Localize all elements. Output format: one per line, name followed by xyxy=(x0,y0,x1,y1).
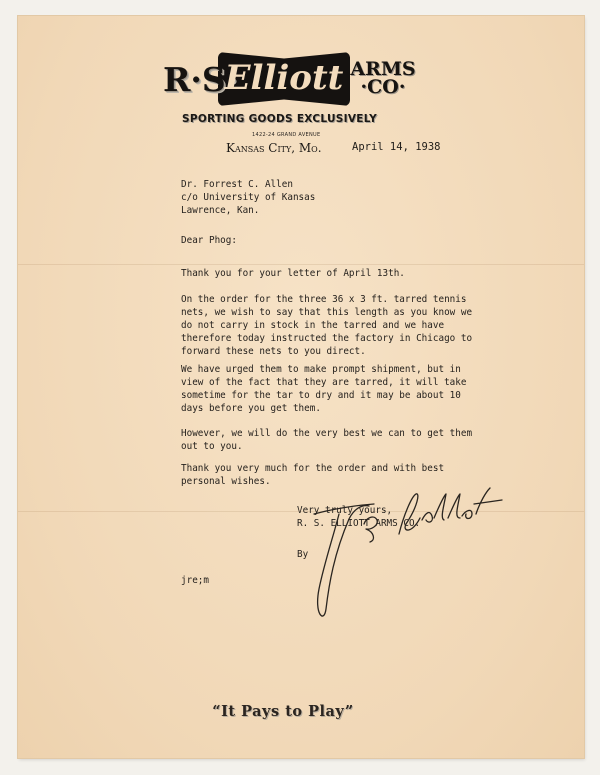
fold-line-upper xyxy=(18,264,584,265)
body-paragraph: However, we will do the very best we can to get them out to you. xyxy=(181,428,473,452)
closing-line: Very truly yours, xyxy=(297,505,393,516)
recipient-address xyxy=(181,178,315,217)
letterhead-co: ·CO· xyxy=(360,76,406,98)
letter-date: April 14, 1938 xyxy=(352,141,441,153)
salutation: Dear Phog: xyxy=(181,235,237,246)
body-paragraph: We have urged them to make prompt shipment, but in view of the fact that they are tarred, it will take sometime for the tar to dry and it may be about 10 days before you get them. xyxy=(181,364,467,414)
letterhead-arms: ARMS xyxy=(350,58,416,80)
recipient-line: Dr. Forrest C. Allen xyxy=(181,179,293,190)
letterhead-tagline: SPORTING GOODS EXCLUSIVELY xyxy=(182,113,378,125)
recipient-line: Lawrence, Kan. xyxy=(181,205,260,216)
recipient-line: c/o University of Kansas xyxy=(181,192,316,203)
letterhead-city: Kansas City, Mo. xyxy=(226,141,322,155)
handwritten-signature xyxy=(294,474,514,634)
letterhead-address: 1422-24 GRAND AVENUE xyxy=(252,132,321,138)
typist-initials: jre;m xyxy=(181,575,209,586)
by-label: By xyxy=(297,549,309,560)
footer-slogan: “It Pays to Play” xyxy=(212,703,354,720)
body-paragraph: On the order for the three 36 x 3 ft. tarred tennis nets, we wish to say that this length as you know we do not carry in stock in the tarred and we have therefore today instructed the factory in Chicago to forward these nets to you direct. xyxy=(181,294,473,357)
letterhead-name: Elliott xyxy=(224,58,344,98)
body-paragraph: Thank you very much for the order and with best personal wishes. xyxy=(181,463,445,487)
body-paragraph: Thank you for your letter of April 13th. xyxy=(181,268,405,279)
letterhead-arms-co xyxy=(348,60,418,96)
company-signature-line: R. S. ELLIOTT ARMS CO. xyxy=(297,518,421,529)
letterhead-initials: R·S· xyxy=(163,60,238,99)
